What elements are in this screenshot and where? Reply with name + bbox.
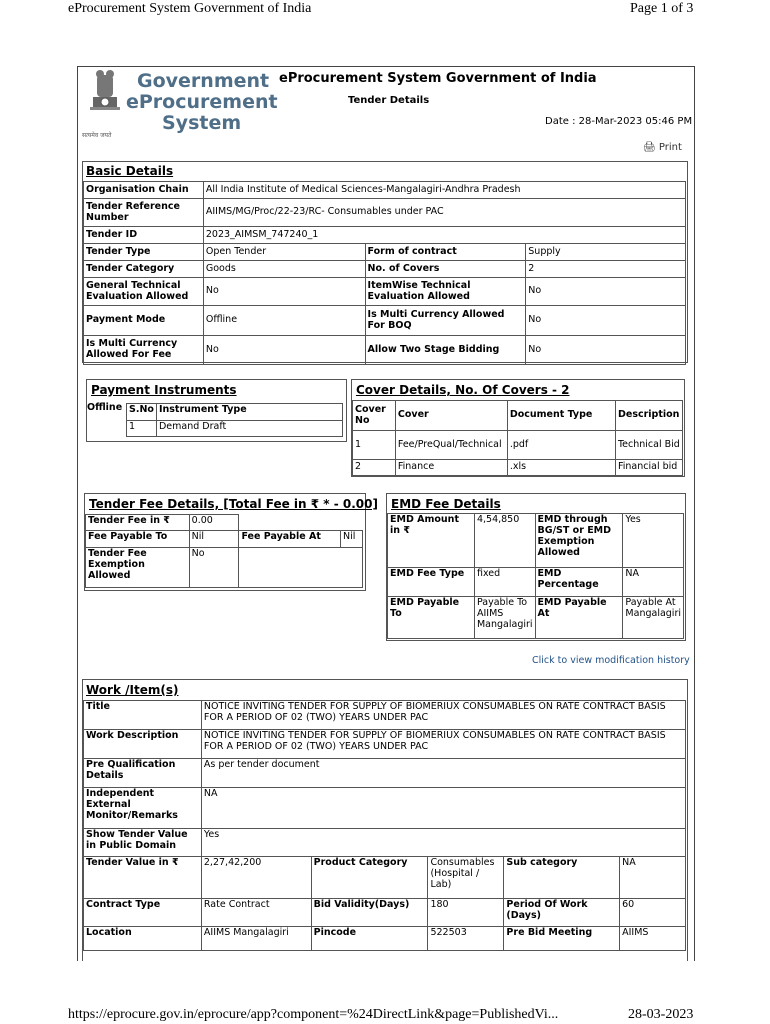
ref-value: AIIMS/MG/Proc/22-23/RC- Consumables under PAC [203, 199, 685, 227]
description-cell: Technical Bid [615, 431, 682, 460]
tender-id-value: 2023_AIMSM_747240_1 [203, 227, 685, 244]
logo-text-government: Government [137, 70, 270, 92]
cover-no-cell: 1 [353, 431, 396, 460]
sub-category-value: NA [620, 857, 686, 899]
show-value-label: Show Tender Value in Public Domain [84, 829, 202, 857]
category-label: Tender Category [84, 261, 204, 278]
cover-no-cell: 2 [353, 460, 396, 476]
iwte-value: No [526, 278, 686, 306]
basic-details-table [83, 181, 686, 365]
work-description-label: Work Description [84, 730, 202, 759]
sno-header: S.No [127, 404, 157, 421]
mc-boq-value: No [526, 306, 686, 336]
description-header: Description [615, 401, 682, 431]
emd-amount-value: 4,54,850 [474, 514, 535, 568]
emd-percentage-label: EMD Percentage [535, 568, 623, 597]
national-emblem-icon [82, 69, 128, 139]
emd-fee-heading: EMD Fee Details [391, 497, 501, 511]
fee-payable-to-value: Nil [189, 531, 239, 548]
form-value: Supply [526, 244, 686, 261]
fee-label: Tender Fee in ₹ [86, 515, 190, 531]
gte-label: General Technical Evaluation Allowed [84, 278, 204, 306]
emd-fee-type-value: fixed [474, 568, 535, 597]
pre-bid-meeting-label: Pre Bid Meeting [504, 927, 620, 951]
category-value: Goods [203, 261, 365, 278]
empty-cell [341, 515, 363, 531]
sno-cell: 1 [127, 421, 157, 437]
emd-amount-label: EMD Amount in ₹ [388, 514, 475, 568]
pincode-label: Pincode [311, 927, 428, 951]
emblem-motto: सत्यमेव जयते [82, 132, 112, 139]
print-button[interactable] [643, 142, 682, 153]
cover-cell: Finance [395, 460, 507, 476]
contract-type-value: Rate Contract [201, 899, 311, 927]
sub-category-label: Sub category [504, 857, 620, 899]
product-category-label: Product Category [311, 857, 428, 899]
work-items-table [83, 700, 686, 951]
empty-cell [239, 515, 341, 531]
mc-boq-label: Is Multi Currency Allowed For BOQ [365, 306, 526, 336]
basic-details-heading: Basic Details [86, 164, 174, 178]
product-category-value: Consumables (Hospital / Lab) [428, 857, 504, 899]
emd-payable-to-label: EMD Payable To [388, 597, 475, 639]
table-row [353, 431, 683, 460]
org-label: Organisation Chain [84, 182, 204, 199]
page-number: Page 1 of 3 [630, 1, 694, 16]
cover-header: Cover [395, 401, 507, 431]
covers-value: 2 [526, 261, 686, 278]
site-title: eProcurement System Government of India [279, 71, 597, 86]
pre-bid-meeting-value: AIIMS [620, 927, 686, 951]
emd-fee-type-label: EMD Fee Type [388, 568, 475, 597]
payment-mode-value: Offline [203, 306, 365, 336]
modification-history-link[interactable]: Click to view modification history [532, 655, 690, 666]
tender-fee-heading: Tender Fee Details, [Total Fee in ₹ * - 0.00] [89, 497, 378, 511]
doc-type-cell: .xls [507, 460, 615, 476]
instrument-table [126, 403, 343, 437]
description-cell: Financial bid [615, 460, 682, 476]
emd-payable-to-value: Payable To AIIMS Mangalagiri [474, 597, 535, 639]
work-description-value: NOTICE INVITING TENDER FOR SUPPLY OF BIOMERIUX CONSUMABLES ON RATE CONTRACT BASIS FOR A PERIOD OF 02 (TWO) YEARS UNDER PAC [201, 730, 685, 759]
date-stamp: Date : 28-Mar-2023 05:46 PM [545, 116, 693, 127]
fee-exemption-value: No [189, 548, 239, 588]
page-footer-url: https://eprocure.gov.in/eprocure/app?component=%24DirectLink&page=PublishedVi... [68, 1007, 559, 1022]
period-of-work-label: Period Of Work (Days) [504, 899, 620, 927]
two-stage-value: No [526, 336, 686, 365]
pincode-value: 522503 [428, 927, 504, 951]
tender-value-label: Tender Value in ₹ [84, 857, 202, 899]
cover-details-heading: Cover Details, No. Of Covers - 2 [356, 383, 570, 397]
location-value: AIIMS Mangalagiri [201, 927, 311, 951]
emd-bg-label: EMD through BG/ST or EMD Exemption Allowed [535, 514, 623, 568]
contract-type-label: Contract Type [84, 899, 202, 927]
empty-cell [239, 548, 363, 588]
type-label: Tender Type [84, 244, 204, 261]
table-row [353, 460, 683, 476]
iem-label: Independent External Monitor/Remarks [84, 788, 202, 829]
page-header-title: eProcurement System Government of India [68, 1, 312, 16]
fee-value: 0.00 [189, 515, 239, 531]
emd-fee-table [387, 513, 684, 639]
logo-text-eprocurement: eProcurement [126, 91, 278, 113]
tender-id-label: Tender ID [84, 227, 204, 244]
iem-value: NA [201, 788, 685, 829]
work-title-label: Title [84, 701, 202, 730]
page-title: Tender Details [348, 95, 430, 106]
bid-validity-label: Bid Validity(Days) [311, 899, 428, 927]
emd-payable-at-value: Payable At Mangalagiri [623, 597, 684, 639]
fee-exemption-label: Tender Fee Exemption Allowed [86, 548, 190, 588]
site-logo[interactable] [82, 69, 278, 141]
instrument-header: Instrument Type [156, 404, 342, 421]
fee-payable-to-label: Fee Payable To [86, 531, 190, 548]
covers-label: No. of Covers [365, 261, 526, 278]
org-value: All India Institute of Medical Sciences-Mangalagiri-Andhra Pradesh [203, 182, 685, 199]
two-stage-label: Allow Two Stage Bidding [365, 336, 526, 365]
payment-instruments-heading: Payment Instruments [91, 383, 237, 397]
bid-validity-value: 180 [428, 899, 504, 927]
doc-type-cell: .pdf [507, 431, 615, 460]
ref-label: Tender Reference Number [84, 199, 204, 227]
payment-mode-tag: Offline [87, 402, 123, 413]
instrument-cell: Demand Draft [156, 421, 342, 437]
period-of-work-value: 60 [620, 899, 686, 927]
mc-fee-value: No [203, 336, 365, 365]
show-value-value: Yes [201, 829, 685, 857]
payment-mode-label: Payment Mode [84, 306, 204, 336]
tender-fee-table [85, 514, 363, 588]
cover-table [352, 400, 683, 476]
emd-payable-at-label: EMD Payable At [535, 597, 623, 639]
form-label: Form of contract [365, 244, 526, 261]
doc-type-header: Document Type [507, 401, 615, 431]
gte-value: No [203, 278, 365, 306]
printer-icon: 🖨 [643, 142, 656, 153]
prequal-label: Pre Qualification Details [84, 759, 202, 788]
cover-no-header: Cover No [353, 401, 396, 431]
fee-payable-at-label: Fee Payable At [239, 531, 341, 548]
emd-bg-value: Yes [623, 514, 684, 568]
location-label: Location [84, 927, 202, 951]
emd-percentage-value: NA [623, 568, 684, 597]
logo-text-system: System [162, 112, 242, 134]
mc-fee-label: Is Multi Currency Allowed For Fee [84, 336, 204, 365]
iwte-label: ItemWise Technical Evaluation Allowed [365, 278, 526, 306]
prequal-value: As per tender document [201, 759, 685, 788]
type-value: Open Tender [203, 244, 365, 261]
tender-value-value: 2,27,42,200 [201, 857, 311, 899]
print-label: Print [658, 142, 682, 153]
fee-payable-at-value: Nil [341, 531, 363, 548]
page-footer-date: 28-03-2023 [628, 1007, 694, 1022]
work-title-value: NOTICE INVITING TENDER FOR SUPPLY OF BIOMERIUX CONSUMABLES ON RATE CONTRACT BASIS FOR A PERIOD OF 02 (TWO) YEARS UNDER PAC [201, 701, 685, 730]
cover-cell: Fee/PreQual/Technical [395, 431, 507, 460]
work-items-heading: Work /Item(s) [86, 683, 179, 697]
